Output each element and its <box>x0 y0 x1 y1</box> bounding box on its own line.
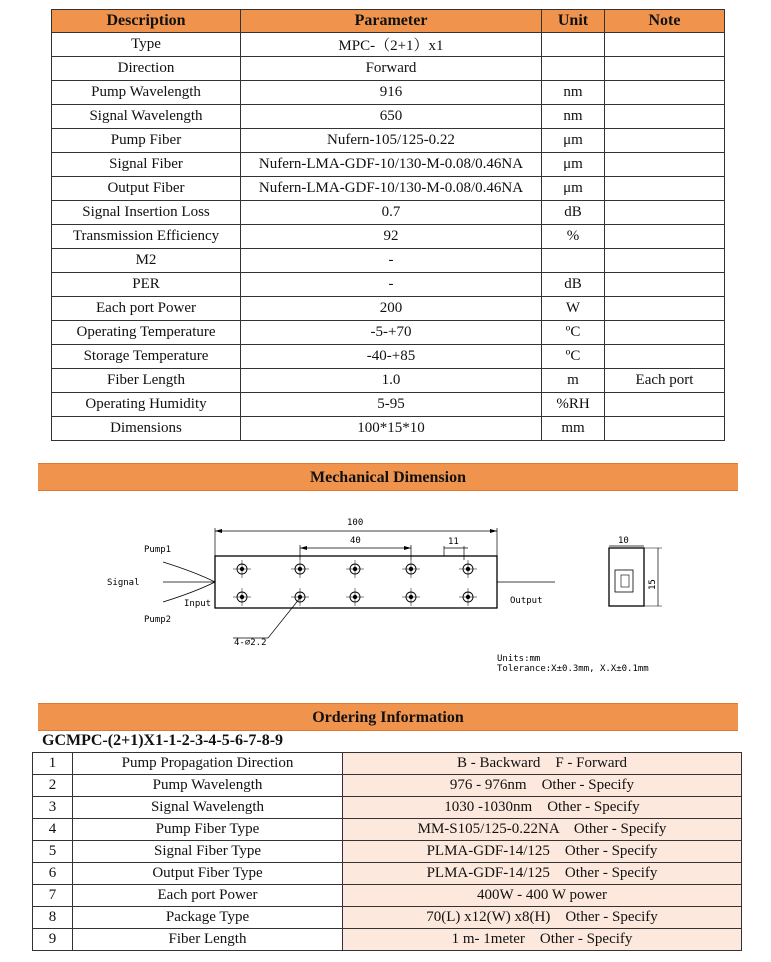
ordering-row <box>33 841 742 863</box>
label-pump2: Pump2 <box>144 615 172 625</box>
spec-cell-description: Type <box>52 33 241 57</box>
spec-cell-description: Storage Temperature <box>52 345 241 369</box>
spec-cell-note <box>605 297 725 321</box>
spec-cell-unit: % <box>542 225 605 249</box>
ordering-cell-name: Fiber Length <box>73 929 343 951</box>
spec-cell-description: Each port Power <box>52 297 241 321</box>
mounting-holes <box>233 560 477 606</box>
spec-cell-parameter: 1.0 <box>241 369 542 393</box>
ordering-row <box>33 929 742 951</box>
spec-row <box>52 81 725 105</box>
label-pump1: Pump1 <box>144 545 172 555</box>
spec-cell-parameter: 200 <box>241 297 542 321</box>
spec-cell-unit: ºC <box>542 345 605 369</box>
spec-cell-description: Signal Insertion Loss <box>52 201 241 225</box>
spec-table <box>51 9 725 441</box>
spec-cell-note <box>605 417 725 441</box>
spec-cell-unit: μm <box>542 177 605 201</box>
ordering-cell-num: 9 <box>33 929 73 951</box>
dim-100-arrow-left <box>215 529 222 533</box>
spec-cell-parameter: 916 <box>241 81 542 105</box>
pump1-fiber <box>163 562 215 582</box>
spec-cell-description: Transmission Efficiency <box>52 225 241 249</box>
spec-row <box>52 297 725 321</box>
spec-cell-unit: W <box>542 297 605 321</box>
spec-cell-parameter: 5-95 <box>241 393 542 417</box>
spec-cell-unit <box>542 57 605 81</box>
spec-cell-unit <box>542 249 605 273</box>
spec-cell-unit: nm <box>542 81 605 105</box>
spec-cell-note <box>605 153 725 177</box>
ordering-row <box>33 819 742 841</box>
spec-cell-description: Pump Fiber <box>52 129 241 153</box>
spec-cell-parameter: 0.7 <box>241 201 542 225</box>
spec-cell-description: Fiber Length <box>52 369 241 393</box>
spec-cell-unit: ºC <box>542 321 605 345</box>
spec-cell-unit: μm <box>542 153 605 177</box>
header-unit: Unit <box>542 10 605 33</box>
ordering-cell-num: 7 <box>33 885 73 907</box>
spec-cell-note <box>605 129 725 153</box>
label-dim-11: 11 <box>448 537 459 547</box>
spec-cell-parameter: Nufern-LMA-GDF-10/130-M-0.08/0.46NA <box>241 153 542 177</box>
side-view-body <box>609 548 644 606</box>
spec-cell-description: Signal Wavelength <box>52 105 241 129</box>
spec-row <box>52 369 725 393</box>
spec-cell-note <box>605 105 725 129</box>
ordering-row <box>33 797 742 819</box>
ordering-row <box>33 907 742 929</box>
spec-cell-description: Signal Fiber <box>52 153 241 177</box>
ordering-cell-value: PLMA-GDF-14/125 Other - Specify <box>343 863 742 885</box>
ordering-cell-num: 5 <box>33 841 73 863</box>
spec-cell-note <box>605 345 725 369</box>
spec-cell-unit: dB <box>542 273 605 297</box>
spec-cell-parameter: 92 <box>241 225 542 249</box>
spec-row <box>52 129 725 153</box>
dim-40-arrow-right <box>404 546 411 550</box>
spec-cell-note <box>605 249 725 273</box>
ordering-cell-value: 1 m- 1meter Other - Specify <box>343 929 742 951</box>
ordering-cell-num: 1 <box>33 753 73 775</box>
spec-cell-note <box>605 33 725 57</box>
spec-cell-note <box>605 201 725 225</box>
ordering-row <box>33 863 742 885</box>
spec-row <box>52 153 725 177</box>
mechanical-drawing <box>0 505 771 675</box>
spec-row <box>52 105 725 129</box>
dim-40-arrow-left <box>300 546 307 550</box>
spec-row <box>52 345 725 369</box>
spec-cell-note <box>605 177 725 201</box>
ordering-information-header: Ordering Information <box>38 703 738 731</box>
dim-100-arrow-right <box>490 529 497 533</box>
ordering-cell-value: 976 - 976nm Other - Specify <box>343 775 742 797</box>
spec-cell-note <box>605 57 725 81</box>
header-note: Note <box>605 10 725 33</box>
spec-row <box>52 225 725 249</box>
hole-leader-line <box>268 598 300 638</box>
spec-header-row <box>52 10 725 33</box>
label-signal: Signal <box>107 578 140 588</box>
ordering-cell-name: Package Type <box>73 907 343 929</box>
ordering-cell-name: Signal Wavelength <box>73 797 343 819</box>
spec-row <box>52 417 725 441</box>
ordering-cell-num: 3 <box>33 797 73 819</box>
spec-row <box>52 177 725 201</box>
spec-cell-description: Direction <box>52 57 241 81</box>
spec-cell-unit: dB <box>542 201 605 225</box>
header-description: Description <box>52 10 241 33</box>
spec-row <box>52 393 725 417</box>
ordering-cell-num: 2 <box>33 775 73 797</box>
spec-cell-description: Output Fiber <box>52 177 241 201</box>
spec-row <box>52 57 725 81</box>
ordering-cell-value: MM-S105/125-0.22NA Other - Specify <box>343 819 742 841</box>
spec-cell-parameter: -5-+70 <box>241 321 542 345</box>
spec-cell-note <box>605 225 725 249</box>
ordering-cell-value: B - Backward F - Forward <box>343 753 742 775</box>
ordering-cell-num: 6 <box>33 863 73 885</box>
ordering-cell-value: 1030 -1030nm Other - Specify <box>343 797 742 819</box>
spec-row <box>52 249 725 273</box>
label-input: Input <box>184 599 212 609</box>
ordering-row <box>33 753 742 775</box>
spec-row <box>52 273 725 297</box>
side-view-port <box>615 570 633 592</box>
ordering-cell-num: 8 <box>33 907 73 929</box>
ordering-cell-name: Pump Propagation Direction <box>73 753 343 775</box>
ordering-cell-name: Output Fiber Type <box>73 863 343 885</box>
ordering-row <box>33 775 742 797</box>
ordering-cell-name: Pump Fiber Type <box>73 819 343 841</box>
spec-cell-parameter: Forward <box>241 57 542 81</box>
spec-cell-parameter: -40-+85 <box>241 345 542 369</box>
spec-row <box>52 201 725 225</box>
spec-cell-parameter: 100*15*10 <box>241 417 542 441</box>
spec-cell-parameter: Nufern-LMA-GDF-10/130-M-0.08/0.46NA <box>241 177 542 201</box>
header-parameter: Parameter <box>241 10 542 33</box>
spec-cell-parameter: 650 <box>241 105 542 129</box>
ordering-cell-value: 400W - 400 W power <box>343 885 742 907</box>
spec-cell-description: Operating Temperature <box>52 321 241 345</box>
spec-cell-note <box>605 81 725 105</box>
spec-cell-note <box>605 393 725 417</box>
spec-cell-parameter: - <box>241 273 542 297</box>
ordering-table <box>32 752 742 951</box>
label-units: Units:mm <box>497 654 541 664</box>
mechanical-dimension-header: Mechanical Dimension <box>38 463 738 491</box>
spec-cell-note <box>605 273 725 297</box>
spec-cell-unit <box>542 33 605 57</box>
spec-cell-description: Pump Wavelength <box>52 81 241 105</box>
label-dim-100: 100 <box>347 518 364 528</box>
ordering-cell-name: Pump Wavelength <box>73 775 343 797</box>
label-holes: 4-⌀2.2 <box>234 638 267 648</box>
spec-cell-description: M2 <box>52 249 241 273</box>
ordering-cell-name: Signal Fiber Type <box>73 841 343 863</box>
spec-cell-parameter: - <box>241 249 542 273</box>
spec-cell-parameter: Nufern-105/125-0.22 <box>241 129 542 153</box>
spec-cell-unit: mm <box>542 417 605 441</box>
spec-cell-description: Operating Humidity <box>52 393 241 417</box>
ordering-cell-num: 4 <box>33 819 73 841</box>
spec-cell-note: Each port <box>605 369 725 393</box>
ordering-cell-value: 70(L) x12(W) x8(H) Other - Specify <box>343 907 742 929</box>
ordering-cell-value: PLMA-GDF-14/125 Other - Specify <box>343 841 742 863</box>
label-output: Output <box>510 596 543 606</box>
spec-cell-note <box>605 321 725 345</box>
spec-cell-unit: nm <box>542 105 605 129</box>
label-dim-10: 10 <box>618 536 629 546</box>
label-tolerance: Tolerance:X±0.3mm, X.X±0.1mm <box>497 664 649 674</box>
ordering-row <box>33 885 742 907</box>
model-code: GCMPC-(2+1)X1-1-2-3-4-5-6-7-8-9 <box>42 732 284 749</box>
ordering-cell-name: Each port Power <box>73 885 343 907</box>
spec-row <box>52 321 725 345</box>
spec-row <box>52 33 725 57</box>
spec-cell-unit: m <box>542 369 605 393</box>
spec-cell-unit: μm <box>542 129 605 153</box>
spec-cell-description: PER <box>52 273 241 297</box>
spec-cell-parameter: MPC-（2+1）x1 <box>241 33 542 57</box>
spec-cell-unit: %RH <box>542 393 605 417</box>
spec-cell-description: Dimensions <box>52 417 241 441</box>
label-dim-40: 40 <box>350 536 361 546</box>
label-dim-15: 15 <box>648 579 658 590</box>
